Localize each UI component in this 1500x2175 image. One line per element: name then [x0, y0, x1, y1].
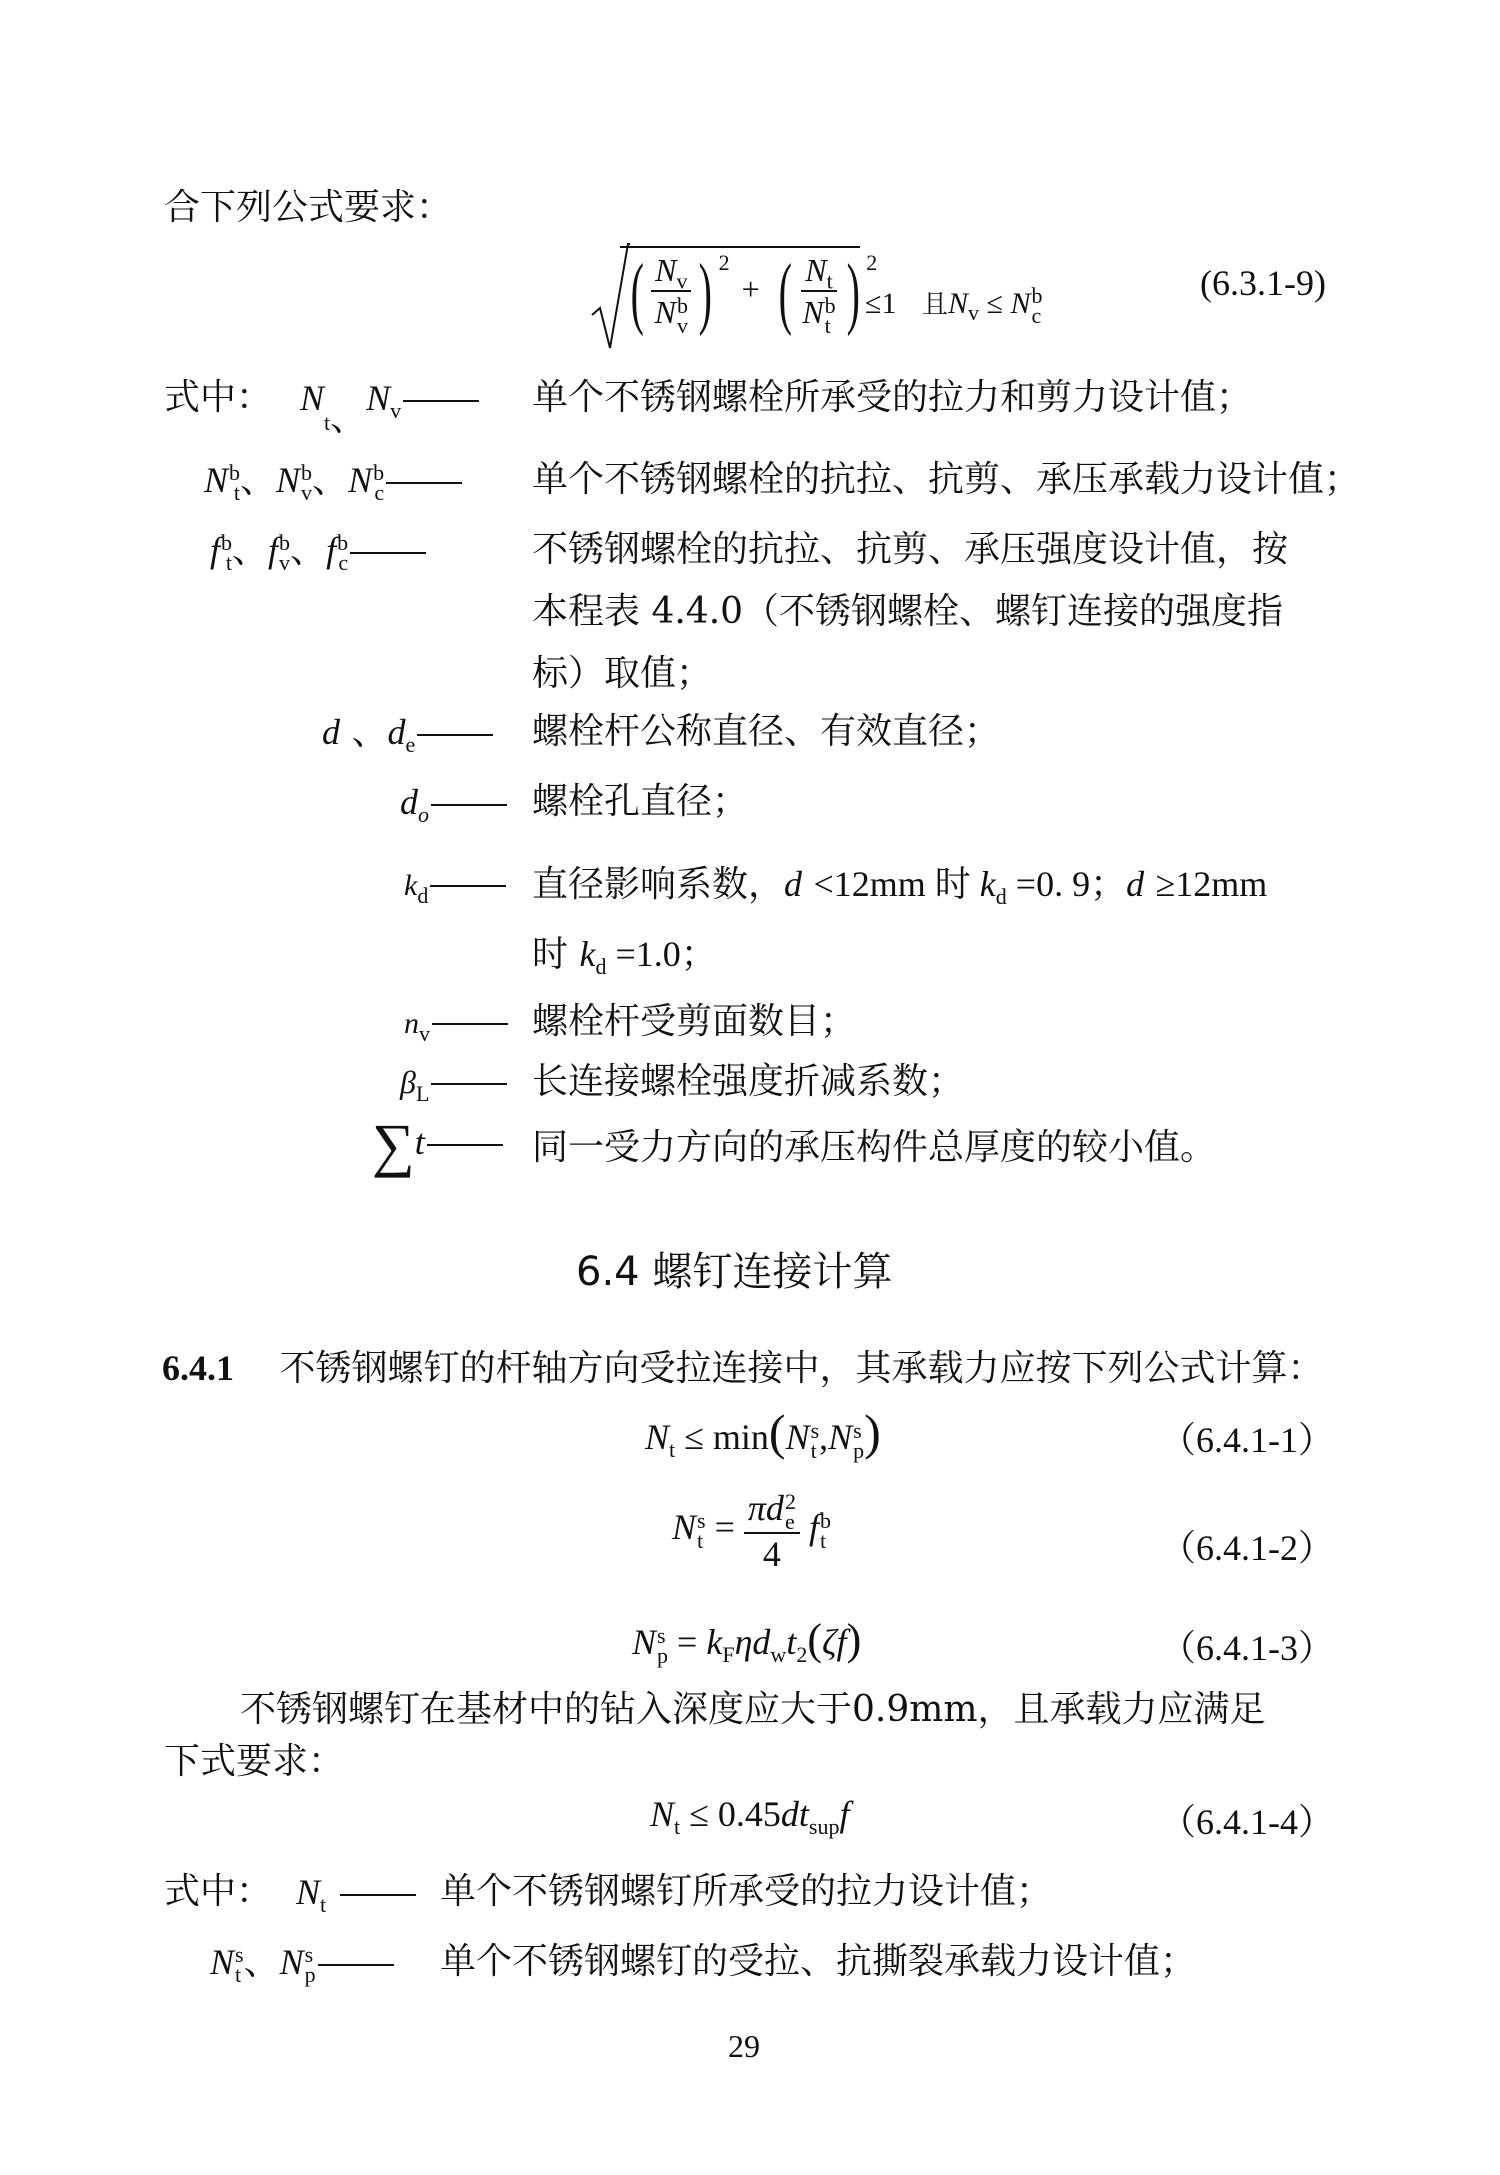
where-label: 式中： [164, 1871, 273, 1912]
def-text: 直径影响系数， [532, 864, 785, 905]
def-text: 螺栓杆公称直径、有效直径； [532, 711, 1001, 752]
symbol-d-de: d 、$d_e$ [322, 710, 497, 755]
equation-number: （6.4.1-1） [1160, 1420, 1334, 1460]
symbol-nt: $N_t$ [296, 1870, 420, 1915]
def-text: 不锈钢螺栓的抗拉、抗剪、承压强度设计值，按 [532, 529, 1289, 570]
equation-6-4-1-1: $N_t \le \min(N$ s t ,N s p ) [645, 1404, 881, 1463]
def-text: =0. 9； [1006, 864, 1127, 904]
def-text: ≥12mm [1155, 864, 1268, 904]
sigma-icon: ∑ [372, 1112, 415, 1178]
section-heading: 6.4 螺钉连接计算 [576, 1249, 893, 1295]
paragraph-line-1: 不锈钢螺钉在基材中的钻入深度应大于0.9mm，且承载力应满足 [240, 1689, 1266, 1730]
equation-6-4-1-2: N s t = πd 2 e 4 f b t [672, 1488, 831, 1574]
symbol-kd: $k_d$ [404, 862, 510, 908]
equation-number: （6.4.1-4） [1160, 1802, 1334, 1842]
symbol-do: $d_o$ [400, 780, 511, 825]
right-paren: ) [698, 248, 712, 337]
def-text: 长连接螺栓强度折减系数； [532, 1061, 965, 1102]
def-text: <12mm 时 [813, 864, 980, 904]
em-dash [403, 400, 479, 402]
def-text: 单个不锈钢螺栓所承受的拉力和剪力设计值； [532, 377, 1253, 418]
equation-number: （6.4.1-2） [1160, 1528, 1334, 1568]
page-number: 29 [728, 2028, 760, 2064]
def-text: 螺栓杆受剪面数目； [532, 1001, 857, 1042]
clause-6-4-1 [162, 1346, 1323, 1391]
le-one: ≤1 [865, 287, 897, 320]
symbol-nb: N b t 、N b v 、N b c [204, 458, 466, 503]
equation-number: （6.4.1-3） [1160, 1628, 1334, 1668]
def-text-cont: 本程表 4.4.0（不锈钢螺栓、螺钉连接的强度指 [532, 591, 1284, 632]
equation-6-4-1-4: $N_t \le 0.45dt_{sup}f$ [650, 1794, 850, 1840]
def-text: 单个不锈钢螺钉的受拉、抗撕裂承载力设计值； [440, 1941, 1197, 1982]
paragraph-line-2: 下式要求： [164, 1741, 345, 1782]
fraction-pi-de2-4: πd 2 e 4 [744, 1488, 800, 1574]
clause-number: 6.4.1 [162, 1348, 234, 1388]
min-text: min [712, 1417, 769, 1457]
and-text: 且 [921, 290, 948, 320]
symbol-ns: N s t 、N s p [210, 1940, 398, 1985]
coefficient: 0.45 [717, 1794, 781, 1834]
symbol-sigma-t: ∑t [372, 1120, 507, 1167]
fraction-nt-nbt: $N_t$ N b t [802, 252, 836, 338]
left-paren: ( [630, 248, 644, 337]
equation-6-4-1-3: N s p = $k_F\eta d_wt_2(\zeta f)$ [632, 1615, 862, 1668]
def-text-kd: 直径影响系数，d <12mm 时 $k_d =0$. 9；d ≥12mm [532, 864, 1268, 910]
def-text-kd-cont: 时 $k_d =1.0$； [532, 934, 717, 980]
def-text: 同一受力方向的承压构件总厚度的较小值。 [532, 1127, 1217, 1168]
def-text: 单个不锈钢螺栓的抗拉、抗剪、承压承载力设计值； [532, 459, 1361, 500]
def-text: 单个不锈钢螺钉所承受的拉力设计值； [440, 1871, 1053, 1912]
def-text: 时 [532, 934, 580, 975]
symbol-beta-l: $\beta_L$ [400, 1060, 511, 1104]
def-text-cont: 标）取值； [532, 653, 713, 694]
fraction-nv-nbv: $N_v$ N b v [651, 250, 692, 336]
symbol-nv: $n_v$ [404, 1000, 512, 1046]
clause-text: 不锈钢螺钉的杆轴方向受拉连接中，其承载力应按下列公式计算： [279, 1348, 1324, 1389]
def-text: =1.0； [606, 934, 717, 974]
def-text: 螺栓孔直径； [532, 781, 749, 822]
symbol-fb: f b t 、f b v 、f b c [210, 528, 430, 573]
symbol-nt-nv: $N_t$、$N_v$ [300, 376, 483, 423]
where-label: 式中： [164, 377, 273, 418]
equation-number: (6.3.1-9) [1200, 263, 1326, 303]
intro-line: 合下列公式要求： [164, 187, 453, 228]
